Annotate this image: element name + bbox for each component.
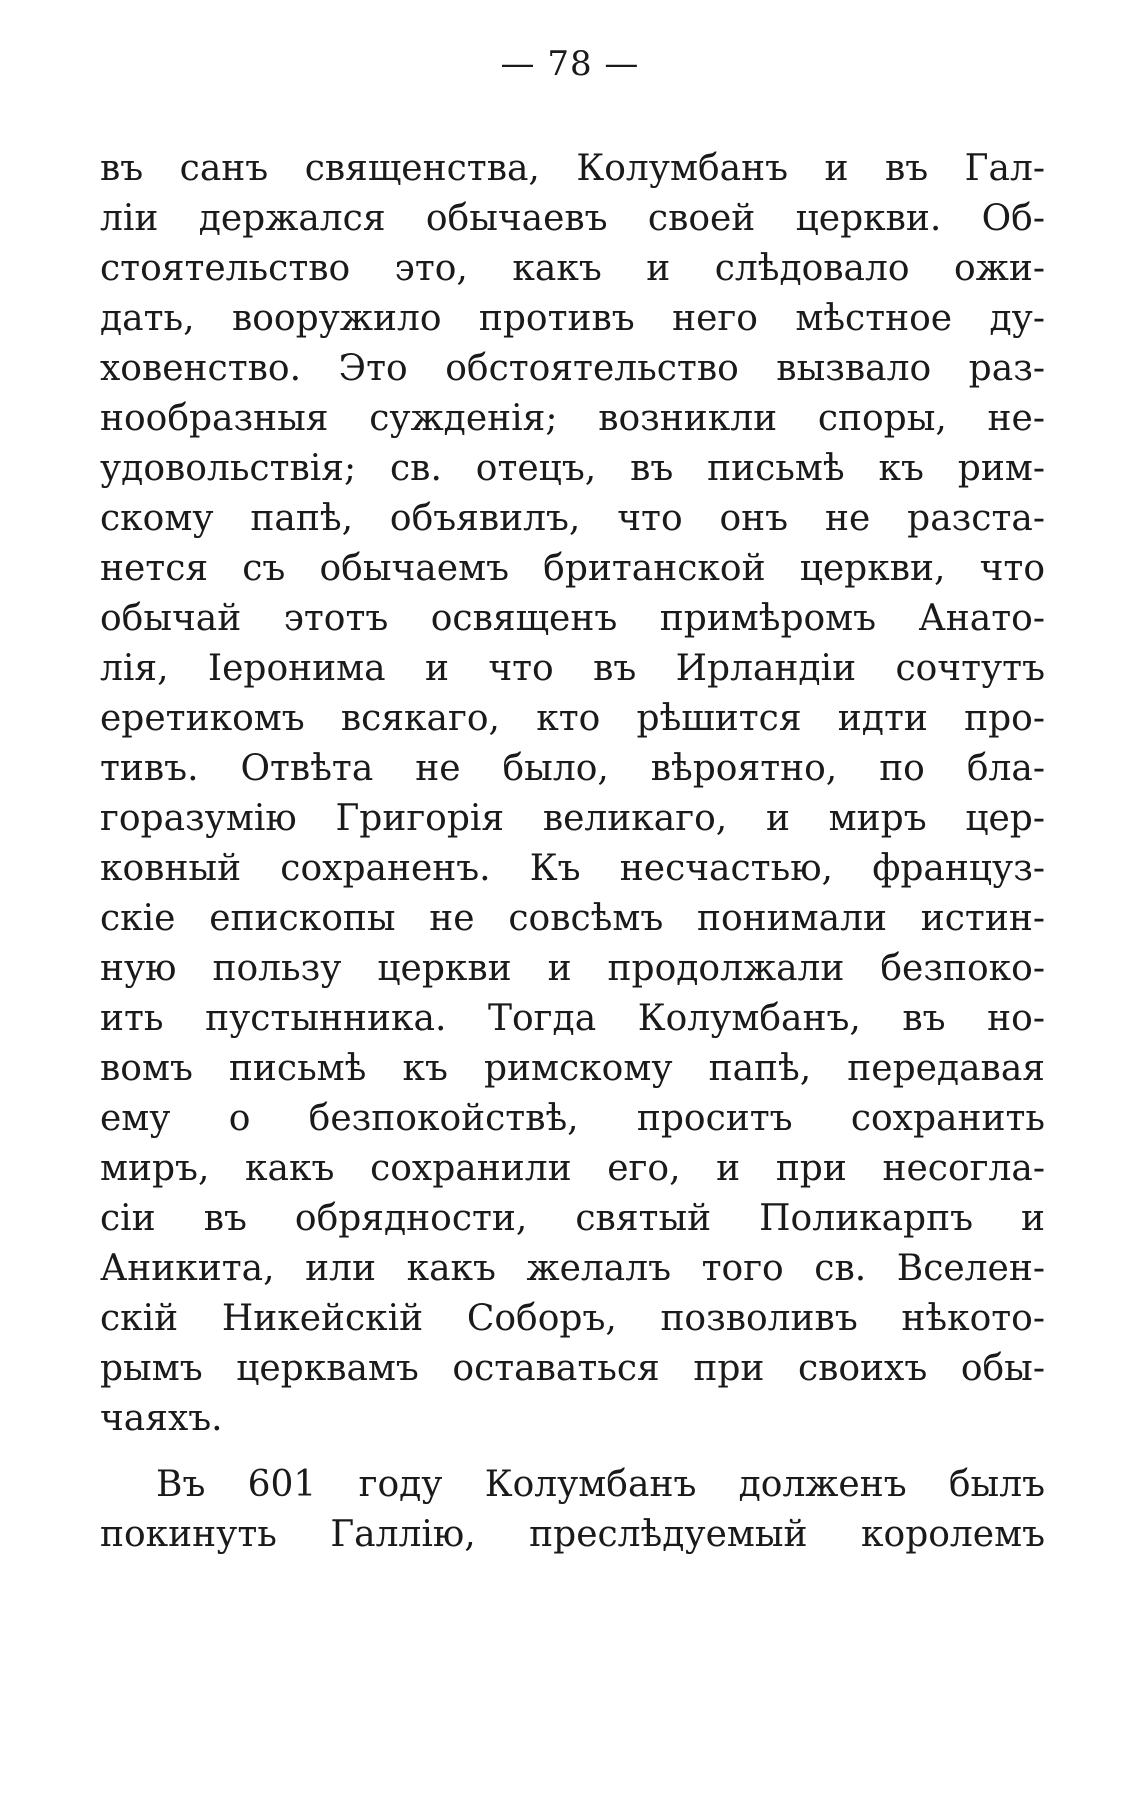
page-number: — 78 — xyxy=(500,44,640,84)
text-line: еретикомъ всякаго, кто рѣшится идти про- xyxy=(100,698,1045,739)
text-line: ную пользу церкви и продолжали безпоко- xyxy=(100,948,1045,989)
text-line: лія, Іеронима и что въ Ирландіи сочтутъ xyxy=(100,648,1045,689)
text-line: Аникита, или какъ желалъ того св. Вселен- xyxy=(100,1248,1045,1289)
text-line: ковный сохраненъ. Къ несчастью, француз- xyxy=(100,848,1045,889)
text-line: горазумію Григорія великаго, и миръ цер- xyxy=(100,798,1045,839)
text-line: миръ, какъ сохранили его, и при несогла- xyxy=(100,1148,1045,1189)
paragraph-2 xyxy=(100,1460,1045,1560)
text-line: скій Никейскій Соборъ, позволивъ нѣкото- xyxy=(100,1298,1045,1339)
text-line: ить пустынника. Тогда Колумбанъ, въ но- xyxy=(100,998,1045,1039)
text-line: стоятельство это, какъ и слѣдовало ожи- xyxy=(100,248,1045,289)
text-line: Въ 601 году Колумбанъ долженъ былъ xyxy=(156,1464,1045,1505)
text-line: нообразныя сужденія; возникли споры, не- xyxy=(100,398,1045,439)
text-line: скіе епископы не совсѣмъ понимали истин- xyxy=(100,898,1045,939)
text-line: въ санъ священства, Колумбанъ и въ Гал- xyxy=(100,148,1045,189)
text-line: ховенство. Это обстоятельство вызвало раз- xyxy=(100,348,1045,389)
text-line: вомъ письмѣ къ римскому папѣ, передавая xyxy=(100,1048,1045,1089)
text-line: тивъ. Отвѣта не было, вѣроятно, по бла- xyxy=(100,748,1045,789)
text-line: скому папѣ, объявилъ, что онъ не разста- xyxy=(100,498,1045,539)
text-line: обычай этотъ освященъ примѣромъ Анато- xyxy=(100,598,1045,639)
paragraph-gap xyxy=(100,1444,1045,1460)
text-line: ему о безпокойствѣ, проситъ сохранить xyxy=(100,1098,1045,1139)
text-line: дать, вооружило противъ него мѣстное ду- xyxy=(100,298,1045,339)
text-body xyxy=(100,144,1045,1560)
text-line: чаяхъ. xyxy=(100,1398,223,1439)
text-line: рымъ церквамъ оставаться при своихъ обы- xyxy=(100,1348,1045,1389)
text-line: нется съ обычаемъ британской церкви, что xyxy=(100,548,1045,589)
text-line: покинуть Галлію, преслѣдуемый королемъ xyxy=(100,1514,1045,1555)
paragraph-1 xyxy=(100,144,1045,1444)
text-line: удовольствія; св. отецъ, въ письмѣ къ рим- xyxy=(100,448,1045,489)
text-line: ліи держался обычаевъ своей церкви. Об- xyxy=(100,198,1045,239)
text-line: сіи въ обрядности, святый Поликарпъ и xyxy=(100,1198,1045,1239)
